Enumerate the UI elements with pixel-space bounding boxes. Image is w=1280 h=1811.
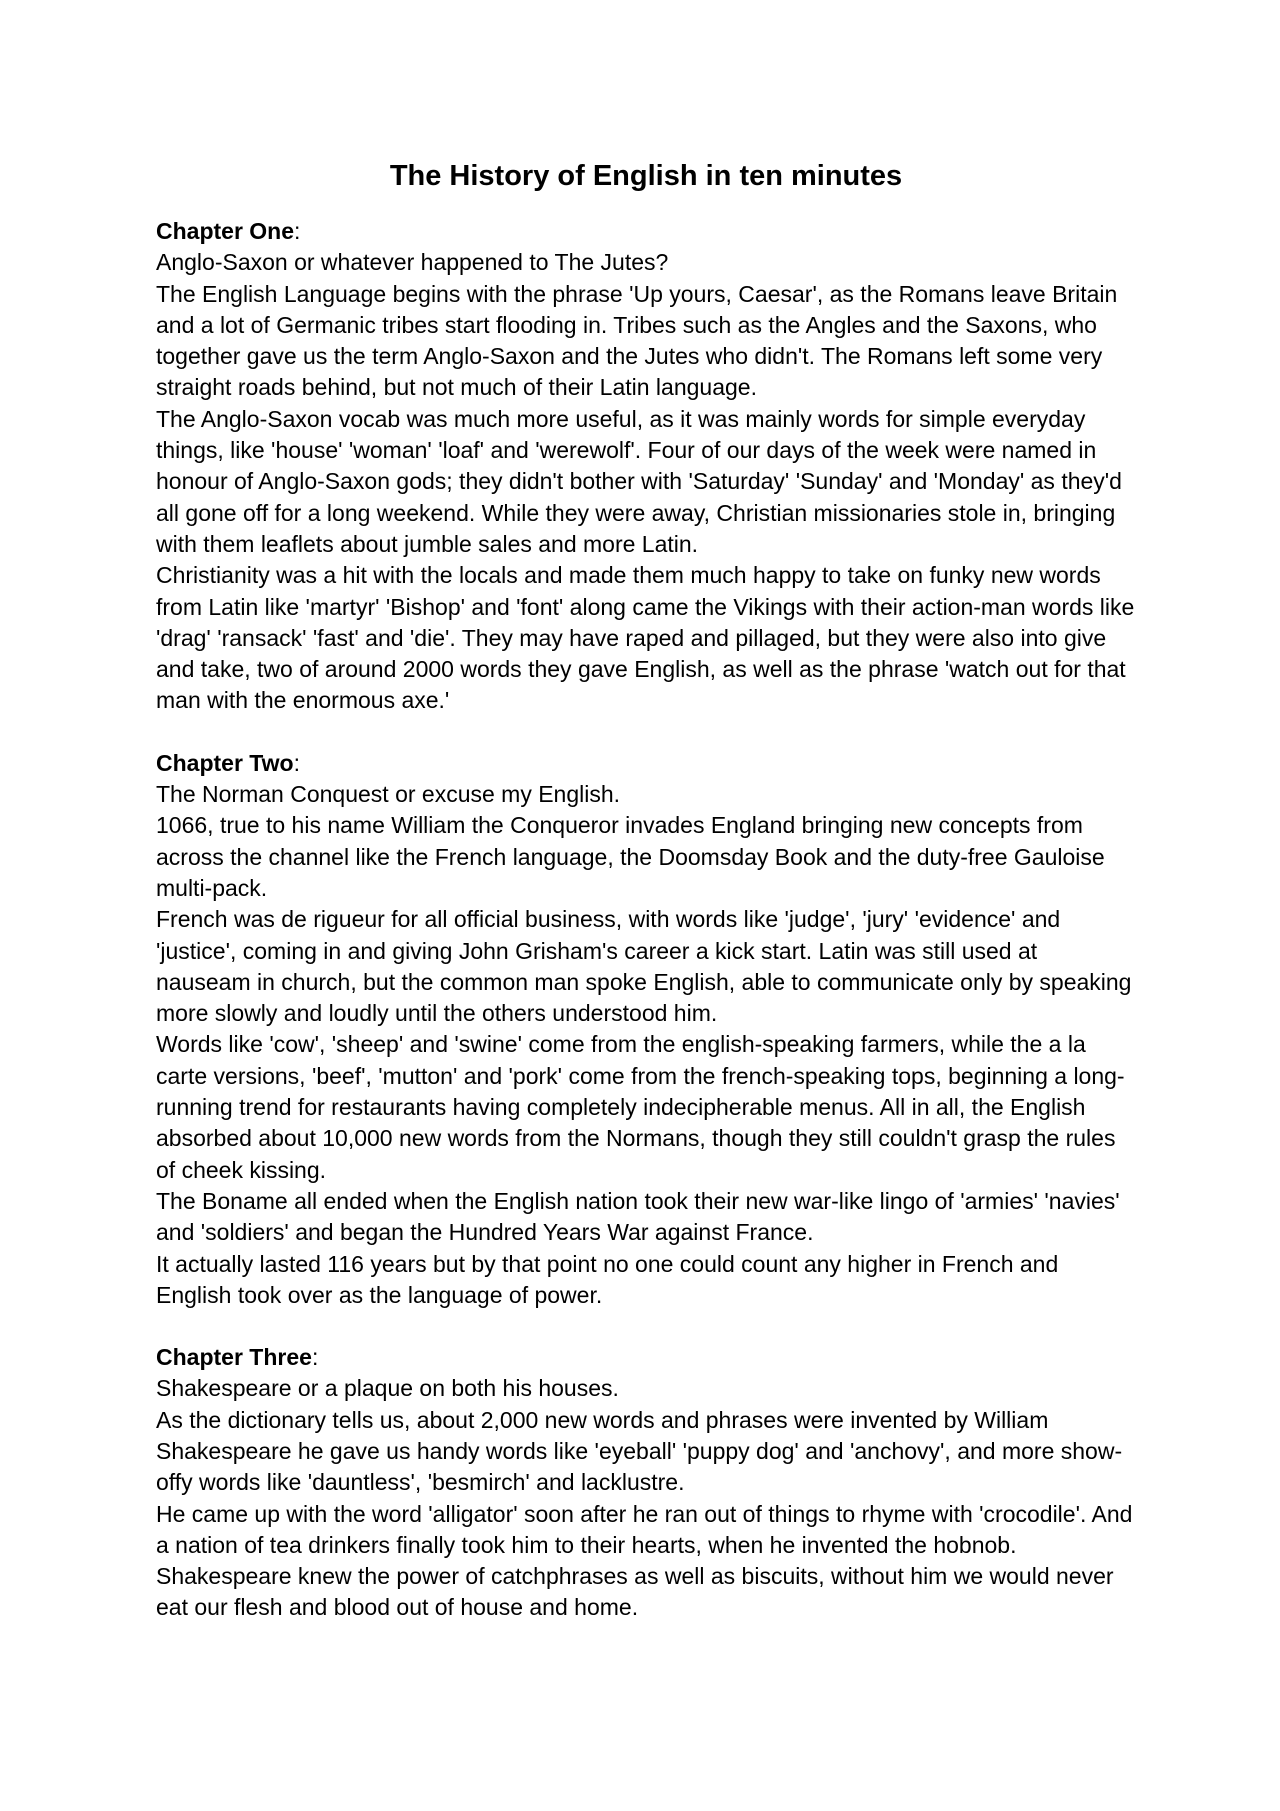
chapter-one [156,216,1136,717]
paragraph: Christianity was a hit with the locals and made them much happy to take on funky new words from Latin like 'martyr' 'Bishop' and 'font' along came the Vikings with their action-man words like 'drag' 'ransack' 'fast' and 'die'. They may have raped and pillaged, but they were also into give and take, two of around 2000 words they gave English, as well as the phrase 'watch out for that man with the enormous axe.' [156,562,1135,714]
chapter-heading [156,216,1136,247]
chapter-subtitle: Shakespeare or a plaque on both his houses. [156,1375,619,1402]
paragraph: He came up with the word 'alligator' soon after he ran out of things to rhyme with 'crocodile'. And a nation of tea drinkers finally took him to their hearts, when he invented the hobnob. Shakespeare knew the power of catchphrases as well as biscuits, without him we would never eat our flesh and blood out of house and home. [156,1500,1133,1621]
chapter-colon: : [294,218,301,244]
chapter-heading [156,748,1136,779]
paragraph: 1066, true to his name William the Conqueror invades England bringing new concepts from across the channel like the French language, the Doomsday Book and the duty-free Gauloise multi-pack. [156,812,1105,901]
document-title: The History of English in ten minutes [389,160,903,192]
paragraph: The Boname all ended when the English nation took their new war-like lingo of 'armies' 'navies' and 'soldiers' and began the Hundred Years War against France. [156,1187,1120,1246]
paragraph: The English Language begins with the phrase 'Up yours, Caesar', as the Romans leave Britain and a lot of Germanic tribes start flooding in. Tribes such as the Angles and the Saxons, who together gave us the term Anglo-Saxon and the Jutes who didn't. The Romans left some very straight roads behind, but not much of their Latin language. [156,280,1118,401]
chapter-subtitle: Anglo-Saxon or whatever happened to The Jutes? [156,249,669,276]
paragraph: The Anglo-Saxon vocab was much more useful, as it was mainly words for simple everyday things, like 'house' 'woman' 'loaf' and 'werewolf'. Four of our days of the week were named in honour of Anglo-Saxon gods; they didn't bother with 'Saturday' 'Sunday' and 'Monday' as they'd all gone off for a long weekend. While they were away, Christian missionaries stole in, bringing with them leaflets about jumble sales and more Latin. [156,405,1122,557]
chapter-label: Chapter One [156,218,295,244]
paragraph: It actually lasted 116 years but by that point no one could count any higher in French and English took over as the language of power. [156,1250,1059,1308]
chapter-three [156,1342,1136,1624]
chapter-two [156,748,1136,1311]
chapter-heading [156,1342,1136,1373]
chapter-colon: : [311,1344,319,1371]
document-page [156,150,1136,1655]
paragraph: Words like 'cow', 'sheep' and 'swine' come from the english-speaking farmers, while the a la carte versions, 'beef', 'mutton' and 'pork' come from the french-speaking tops, beginning a long-running trend for restaurants having completely indecipherable menus. All in all, the English absorbed about 10,000 new words from the Normans, though they still couldn't grasp the rules of cheek kissing. [156,1031,1125,1183]
paragraph: French was de rigueur for all official business, with words like 'judge', 'jury' 'evidence' and 'justice', coming in and giving John Grisham's career a kick start. Latin was still used at nauseam in church, but the common man spoke English, able to communicate only by speaking more slowly and loudly until the others understood him. [156,906,1132,1027]
chapter-colon: : [293,749,300,776]
chapter-label: Chapter Three [156,1344,312,1371]
chapter-label: Chapter Two [156,749,294,776]
chapter-subtitle: The Norman Conquest or excuse my English. [156,781,621,808]
paragraph: As the dictionary tells us, about 2,000 new words and phrases were invented by William Shakespeare he gave us handy words like 'eyeball' 'puppy dog' and 'anchovy', and more show- offy words like 'dauntless', 'besmirch' and lacklustre. [156,1406,1123,1496]
